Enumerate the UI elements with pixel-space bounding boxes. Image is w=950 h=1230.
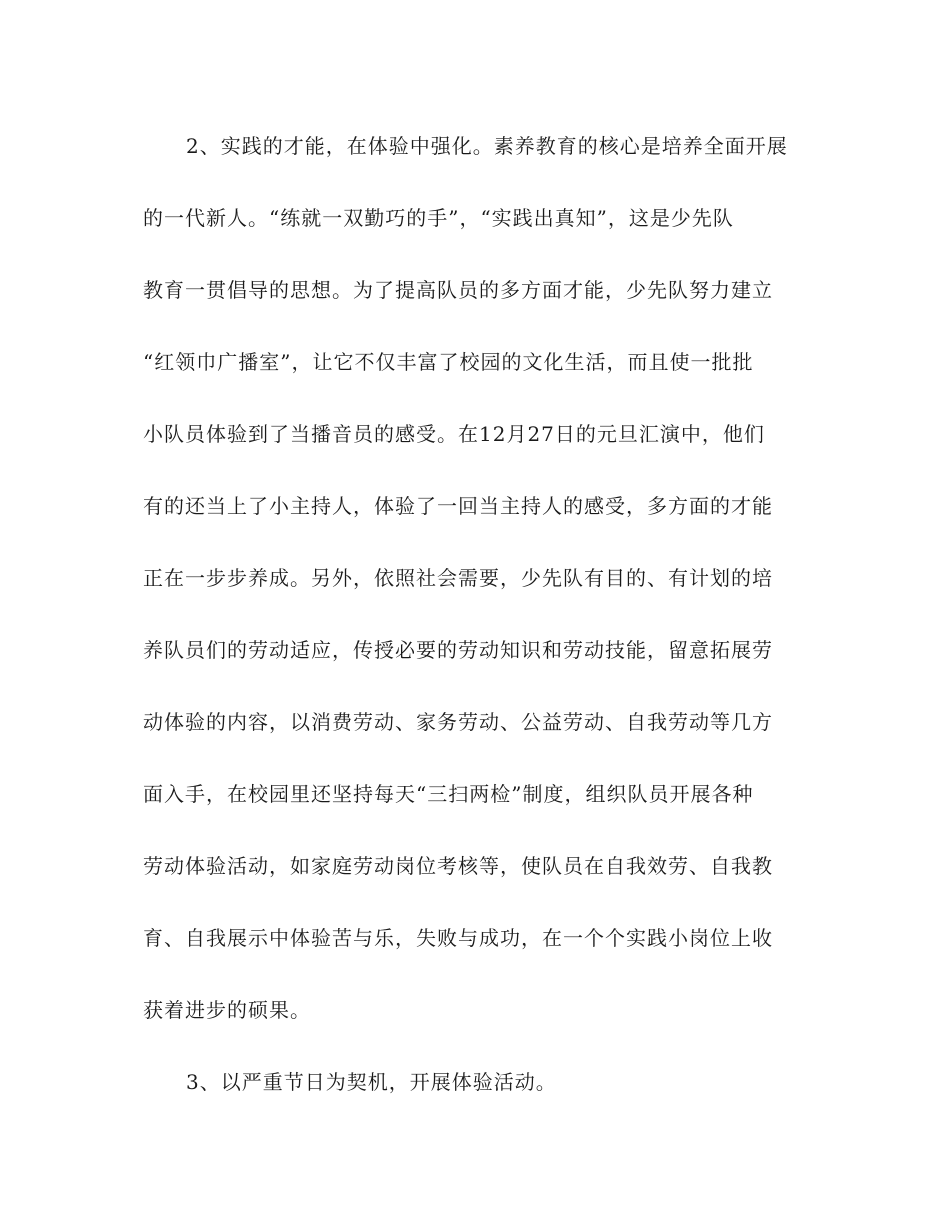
paragraph-1-line-5: 小队员体验到了当播音员的感受。在12月27日的元旦汇演中，他们 (143, 422, 765, 446)
paragraph-1-line-13: 获着进步的硕果。 (143, 998, 311, 1022)
paragraph-1-line-6: 有的还当上了小主持人，体验了一回当主持人的感受，多方面的才能 (143, 494, 773, 518)
paragraph-1-line-2: 的一代新人。“练就一双勤巧的手”，“实践出真知”，这是少先队 (143, 206, 734, 230)
paragraph-1-line-9: 动体验的内容，以消费劳动、家务劳动、公益劳动、自我劳动等几方 (143, 710, 773, 734)
paragraph-1-line-7: 正在一步步养成。另外，依照社会需要，少先队有目的、有计划的培 (143, 566, 773, 590)
paragraph-1-line-10: 面入手，在校园里还坚持每天“三扫两检”制度，组织队员开展各种 (143, 782, 754, 806)
paragraph-2-line-1: 3、以严重节日为契机，开展体验活动。 (186, 1070, 557, 1094)
paragraph-1-line-1: 2、实践的才能，在体验中强化。素养教育的核心是培养全面开展 (186, 134, 788, 158)
paragraph-1-line-11: 劳动体验活动，如家庭劳动岗位考核等，使队员在自我效劳、自我教 (143, 854, 773, 878)
paragraph-1-line-3: 教育一贯倡导的思想。为了提高队员的多方面才能，少先队努力建立 (143, 278, 773, 302)
paragraph-1-line-8: 养队员们的劳动适应，传授必要的劳动知识和劳动技能，留意拓展劳 (143, 638, 773, 662)
paragraph-1-line-12: 育、自我展示中体验苦与乐，失败与成功，在一个个实践小岗位上收 (143, 926, 773, 950)
paragraph-1-line-4: “红领巾广播室”，让它不仅丰富了校园的文化生活，而且使一批批 (143, 350, 754, 374)
